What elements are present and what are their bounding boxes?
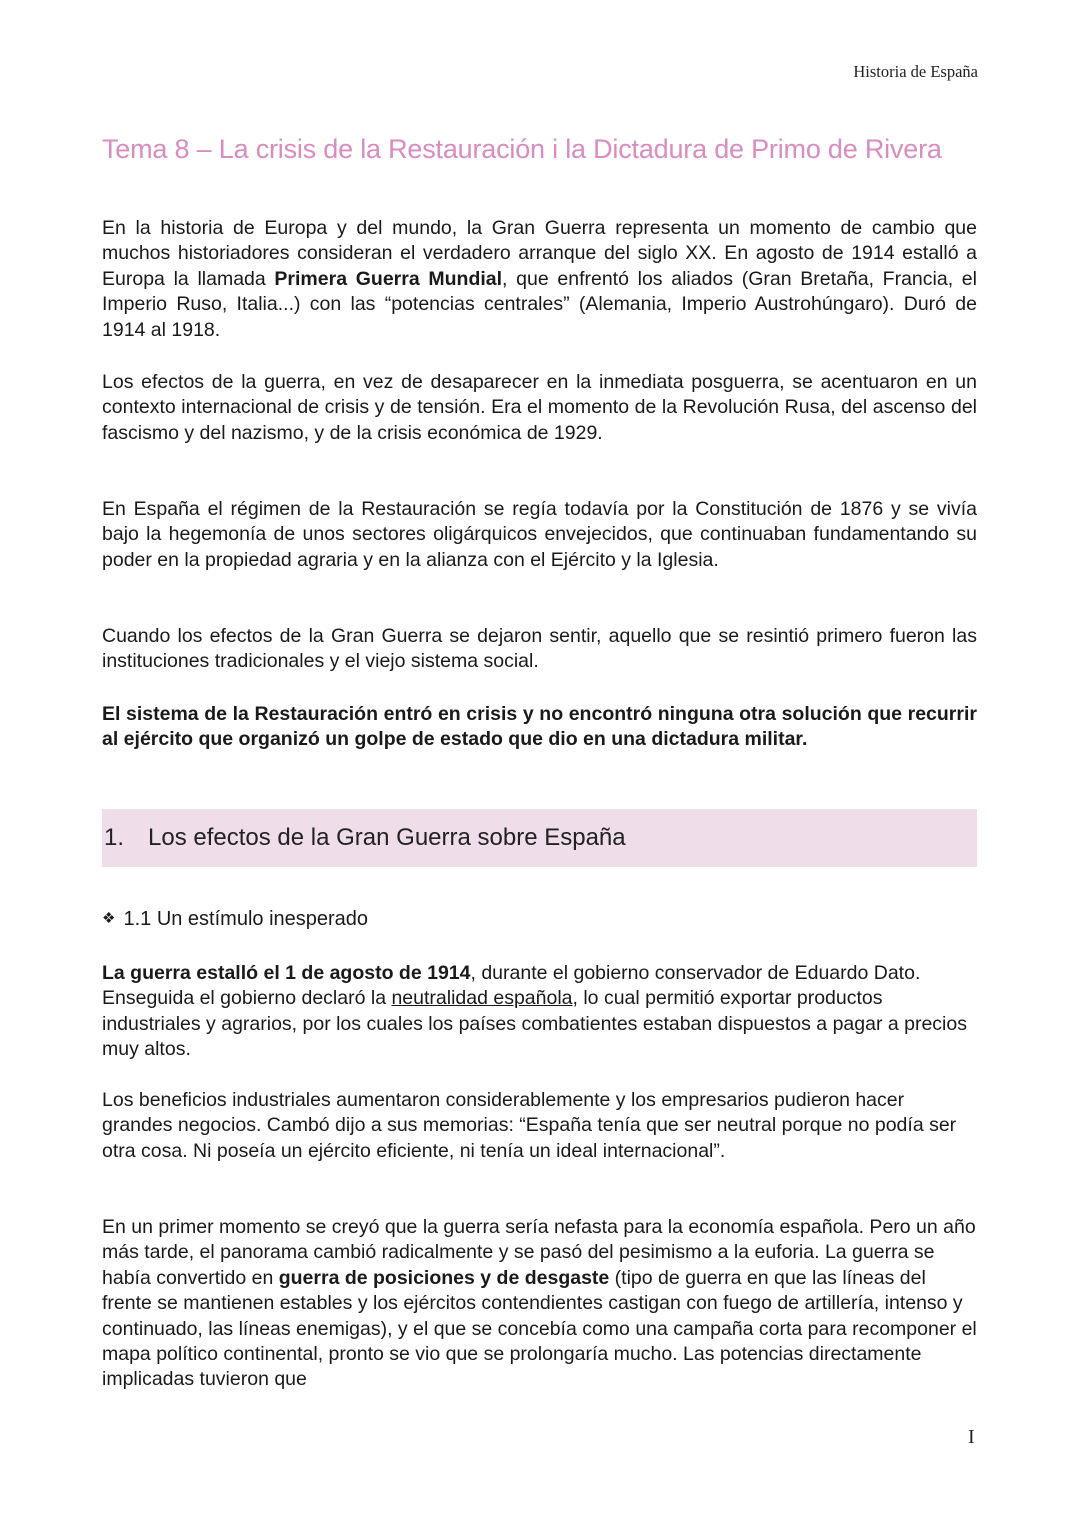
subsection-heading: [102, 908, 368, 931]
text-run: (tipo de guerra en que las líneas del frente se mantienen estables y los ejércitos contendientes castigan con fuego de artillería, intenso y continuado, las líneas enemigas), y el que se concebía como una campaña corta para recomponer el mapa político continental, pronto se vio que se prolongaría mucho. Las potencias directamente implicadas tuvieron que: [102, 1266, 977, 1391]
section-number: 1.: [104, 824, 125, 851]
body-paragraph-3: [102, 1215, 977, 1393]
intro-paragraph-4: Cuando los efectos de la Gran Guerra se dejaron sentir, aquello que se resintió primero fueron las instituciones tradicionales y el viejo sistema social.: [102, 625, 977, 673]
bold-term: guerra de posiciones y de desgaste: [278, 1266, 610, 1289]
diamond-bullet-icon: ❖: [102, 910, 116, 927]
text-run: En la historia de Europa y del mundo, la Gran Guerra representa un momento de cambio que muchos historiadores consideran el verdadero arranque del siglo XX. En agosto de 1914 estalló a Europa la llamada: [102, 217, 977, 290]
intro-conclusion: El sistema de la Restauración entró en crisis y no encontró ninguna otra solución que recurrir al ejército que organizó un golpe de estado que dio en una dictadura militar.: [102, 703, 977, 751]
text-run: , que enfrentó los aliados (Gran Bretaña, Francia, el Imperio Ruso, Italia...) con las “potencias centrales” (Alemania, Imperio Austrohúngaro). Duró de 1914 al 1918.: [102, 267, 977, 341]
bold-term: Primera Guerra Mundial: [274, 267, 503, 290]
subsection-title: 1.1 Un estímulo inesperado: [123, 908, 369, 930]
running-header: Historia de España: [853, 62, 978, 81]
text-run: , lo cual permitió exportar productos industriales y agrarios, por los cuales los países combatientes estaban dispuestos a pagar a precios muy altos.: [102, 987, 967, 1061]
text-run: , durante el gobierno conservador de Eduardo Dato. Enseguida el gobierno declaró la: [102, 962, 921, 1010]
body-paragraph-2: Los beneficios industriales aumentaron considerablemente y los empresarios pudieron hacer grandes negocios. Cambó dijo a sus memorias: “España tenía que ser neutral porque no podía ser otra cosa. Ni poseía un ejército eficiente, ni tenía un ideal internacional”.: [102, 1089, 957, 1162]
body-paragraph-1: [102, 961, 977, 1063]
underlined-term: neutralidad española: [391, 987, 573, 1010]
intro-paragraph-2: Los efectos de la guerra, en vez de desaparecer en la inmediata posguerra, se acentuaron en un contexto internacional de crisis y de tensión. Era el momento de la Revolución Rusa, del ascenso del fascismo y del nazismo, y de la crisis económica de 1929.: [102, 371, 977, 444]
text-run: En un primer momento se creyó que la guerra sería nefasta para la economía española. Pero un año más tarde, el panorama cambió radicalmente y se pasó del pesimismo a la euforia. La guerra se había convertido en: [102, 1216, 976, 1289]
intro-paragraph-3: En España el régimen de la Restauración se regía todavía por la Constitución de 1876 y se vivía bajo la hegemonía de unos sectores oligárquicos envejecidos, que continuaban fundamentando su poder en la propiedad agraria y en la alianza con el Ejército y la Iglesia.: [102, 498, 977, 571]
section-heading-bar: [102, 809, 977, 867]
intro-paragraph-1: [102, 216, 977, 343]
page-number: I: [968, 1426, 975, 1448]
page-title: Tema 8 – La crisis de la Restauración i la Dictadura de Primo de Rivera: [102, 134, 942, 164]
bold-term: La guerra estalló el 1 de agosto de 1914: [102, 962, 471, 984]
section-title: Los efectos de la Gran Guerra sobre España: [148, 824, 626, 851]
